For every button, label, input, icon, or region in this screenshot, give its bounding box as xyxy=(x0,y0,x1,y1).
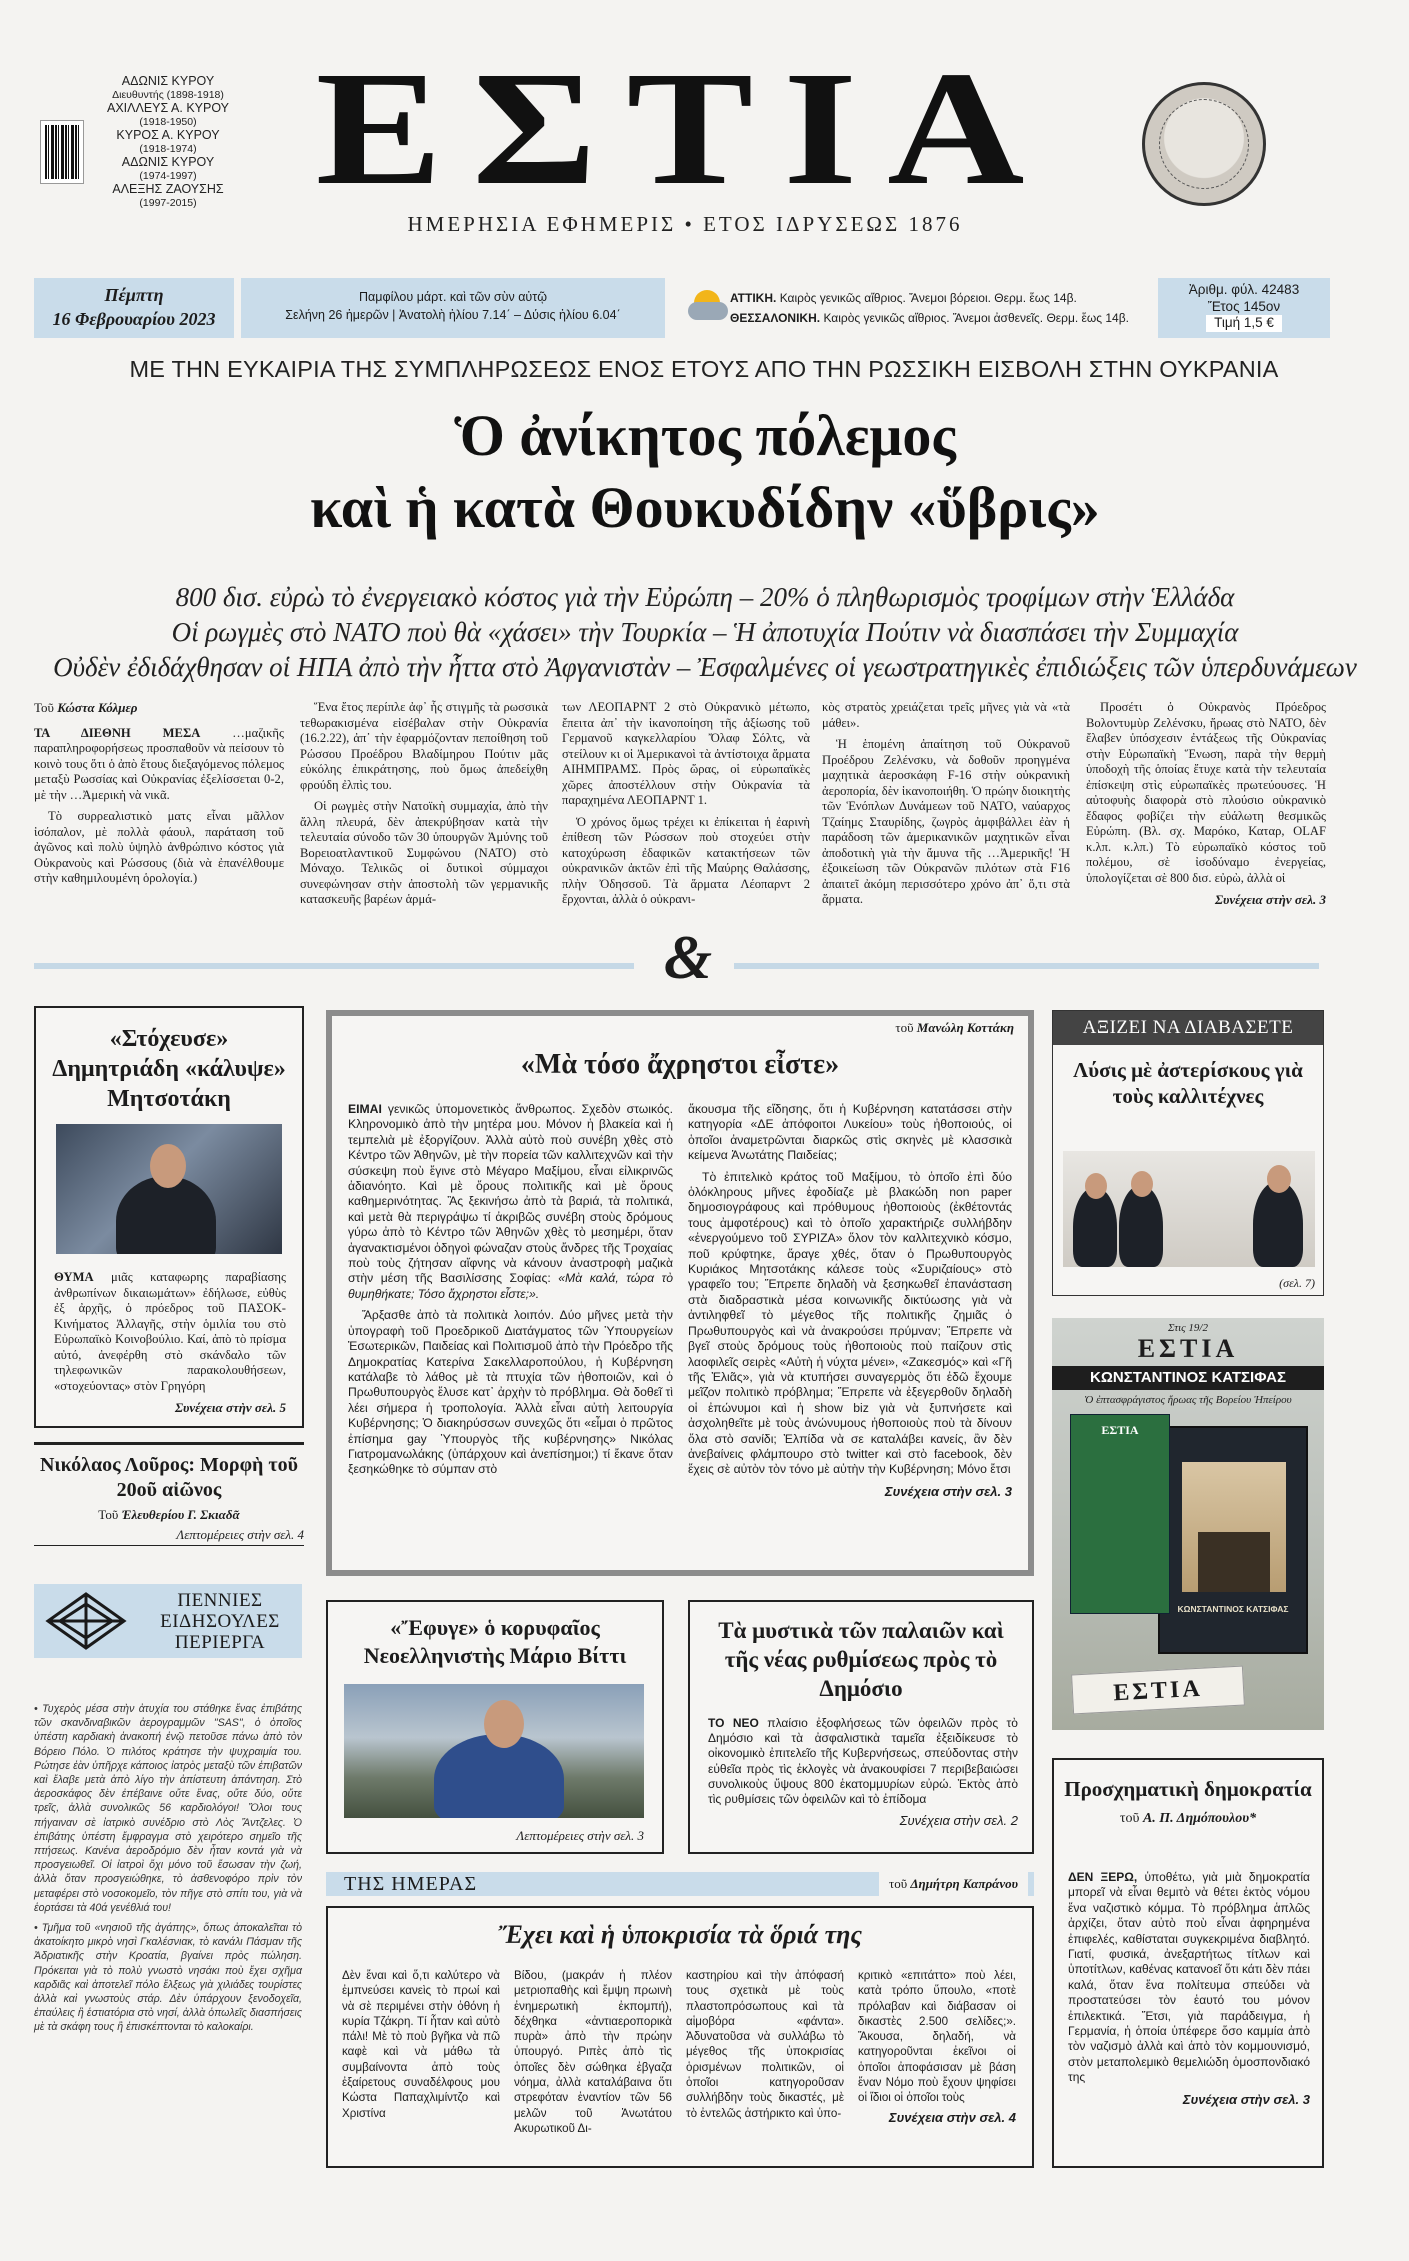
paragraph: Ὁ χρόνος ὅμως τρέχει κι ἐπίκειται ἡ ἐαρινὴ ἐπίθεση τῶν Ρώσσων ποὺ στοχεύει στὴν κατοχύρωση ἐδαφικῶν κατακτήσεων τῶν οὐκρανικῶν ἀκτῶν ἐπὶ τῆς Μαύρης Θαλάσσης, πλὴν Ὀδησσοῦ. Τὰ ἅρματα Λέοπαρντ 2 ἔρχονται, ἀλλὰ ὁ οὐκρανι- xyxy=(562,814,810,906)
story-title: Νικόλαος Λοῦρος: Μορφὴ τοῦ 20οῦ αἰῶνος xyxy=(39,1454,299,1501)
astro: Σελήνη 26 ἡμερῶν | Ἀνατολὴ ἡλίου 7.14΄ – Δύσις ἡλίου 6.04΄ xyxy=(285,308,621,322)
byline-prefix: Τοῦ xyxy=(98,1507,119,1522)
promo-subtitle: Ὁ ἐπτασφράγιστος ἥρωας τῆς Βορείου Ἠπείρου xyxy=(1084,1394,1292,1406)
column-body-right xyxy=(688,1102,1012,1499)
column-body: καστηρίου καὶ τὴν ἀπόφασή τους σχετικὰ μὲ τοὺς πλαστοπρόσωπους καὶ τὰ αἱμοβόρα «φάντα». Ἀδυνατοῦσα νὰ συλλάβω τὸ μέγεθος τῆς ὑποκρισίας ὁρισμένων πολιτικῶν, οἱ ὁποῖοι κατηγοροῦσαν συλλήβδην τοὺς δικαστές, μὲ τὸ ἐντελῶς ἀστήρικτο καὶ ὑπο- xyxy=(686,1969,844,2120)
weather-text: Καιρὸς γενικῶς αἴθριος. Ἄνεμοι βόρειοι. Θερμ. ἕως 14β. xyxy=(779,291,1077,305)
story-body xyxy=(1068,1870,1310,2107)
paragraph: Τυχερὸς μέσα στὴν ἀτυχία του στάθηκε ἕνας ἐπιβάτης τῶν σκανδιναβικῶν ἀερογραμμῶν "SAS", ὁ ὁποῖος ὑπέστη καρδιακὴ ἀνακοπή ἐνῷ πετοῦσε πάνω ἀπὸ τὸν Βόρειο Πόλο. Ὁ πιλότος κράτησε τὴν ψυχραιμία του. Ρώτησε ἐὰν ὑπῆρχε κάποιος ἰατρὸς μεταξὺ τῶν ἐπιβατῶν καὶ ἔλαβε μετὰ ἀπὸ λίγο τὴν ἀπίστευτη ἀπάντηση. Στὸ ἀεροσκάφος δὲν ἐπέβαινε οὔτε ἕνας, οὔτε δύο, οὔτε τρεῖς, ἀλλὰ συνολικῶς 56 καρδιολόγοι! Ὅλοι τους πήγαιναν σὲ ἰατρικὸ συνέδριο στὸ Λὸς Ἄντζελες. Ὁ ἐπιβάτης ὑπέστη ἔμφραγμα στὸ χειρότερο σημεῖο τῆς πτήσεως. Κανένα ἀεροδρόμιο δὲν ἦταν κοντά γιὰ νὰ προσγειωθεῖ. Οἱ ἰατροὶ ὄχι μόνο τοῦ ἔσωσαν τὴν ζωή, ἀλλὰ ὅταν προσγειώθηκε, τὸ ἀσθενοφόρο πρὶν τὸν μεταφέρει στὸ νοσοκομεῖο, τὸν πῆγε στὸ σπίτι του, γιὰ νὰ ἑορτάσει τὰ 40ά γενέθλιά του! xyxy=(34,1703,303,1914)
founder-name: ΑΔΩΝΙΣ ΚΥΡΟΥ xyxy=(121,74,215,88)
founder-name: ΑΔΩΝΙΣ ΚΥΡΟΥ xyxy=(121,155,215,169)
book-title: ΚΩΝΣΤΑΝΤΙΝΟΣ ΚΑΤΣΙΦΑΣ xyxy=(1177,1604,1289,1614)
byline-name: Δημήτρη Καπράνου xyxy=(910,1876,1018,1891)
pennies-title-line: ΕΙΔΗΣΟΥΛΕΣ xyxy=(160,1611,280,1632)
issue-number: Ἀριθμ. φύλ. 42483 xyxy=(1188,282,1300,297)
paragraph: πλαίσιο ἐξοφλήσεως τῶν ὀφειλῶν πρὸς τὸ Δημόσιο καὶ τὰ ἀσφαλιστικὰ ταμεῖα ἐξειδίκευσε τὸ οἰκονομικὸ ἐπιτελεῖο τῆς Κυβερνήσεως, σπεύδοντας στὴν εὐθεῖα πρὸς τὶς ἐκλογὲς νὰ ἀνακουφίσει 7 περιβεβαιώσει συνολικοὺς ὕψους 800 ἑκατομμυρίων εὐρώ. Ἐκτὸς ἀπὸ τὶς ρυθμίσεις τῶν ὀφειλῶν καὶ τὸ ἐπίδομα xyxy=(708,1716,1018,1807)
booklet-cover xyxy=(1070,1414,1170,1614)
story-body xyxy=(708,1716,1018,1828)
pennies-item: • Τμῆμα τοῦ «νησιοῦ τῆς ἀγάπης», ὅπως ἀποκαλεῖται τὸ ἀκατοίκητο μικρὸ νησὶ Γκαλέσνιακ, τὸ κανάλι Πάσμαν τῆς Ἀδριατικῆς στὴν Κροατία, βγαίνει πρὸς πώληση. Πρόκειται γιὰ τὸ πολὺ γνωστὸ νησάκι ποὺ ἔχει σχῆμα καρδιᾶς καὶ ἀποτελεῖ πόλο ἕλξεως γιὰ χιλιάδες τουρίστες ἀλλὰ καὶ γνωστοὺς στάρ. Δὲν ὑπάρχουν ξενοδοχεῖα, ἐπαύλεις ἢ ἑστιατόρια στὸ νησί, ἀλλὰ ὁπωλεῖς διασπήσεις μὲ τὰ σκάφη τους ἢ ἐπισκέπτονται τὸ καλοκαίρι. xyxy=(34,1922,302,2034)
paragraph: κριτικὸ «επιτάττο» ποὺ λέει, κατὰ τρόπο ὕπουλο, «ποτὲ πρόλαβαν καὶ διάβασαν οἱ δικαστὲς 2.500 σελίδες;». Ἄκουσα, δηλαδή, νὰ κατηγοροῦνται ἐκεῖνοι οἱ ὁποῖοι ἀποφάσισαν μὲ βάση ἕναν Νόμο ποὺ ἔχουν ψηφίσει οἱ ἴδιοι οἱ ὁποῖοι τοὺς xyxy=(858,1969,1016,2105)
ornament-icon xyxy=(42,1590,130,1652)
headline-line: καὶ ἡ κατὰ Θουκυδίδην «ὕβρις» xyxy=(310,475,1100,540)
promo-logo: ΕΣΤΙΑ xyxy=(1137,1334,1239,1363)
weather-region: ΘΕΣΣΑΛΟΝΙΚΗ. xyxy=(730,311,821,325)
lead-caps: ΤΟ ΝΕΟ xyxy=(708,1716,759,1730)
lead-column-3 xyxy=(562,700,810,914)
lead-byline xyxy=(34,700,284,716)
lead-column-4 xyxy=(822,700,1070,914)
continued-link[interactable]: Συνέχεια στὴν σελ. 5 xyxy=(175,1400,286,1415)
page-ref: (σελ. 7) xyxy=(1279,1276,1315,1290)
lead-column-1 xyxy=(34,700,284,893)
story-lourou[interactable] xyxy=(34,1442,304,1546)
meeting-photo xyxy=(1063,1151,1315,1267)
lead-kicker: ΜΕ ΤΗΝ ΕΥΚΑΙΡΙΑ ΤΗΣ ΣΥΜΠΛΗΡΩΣΕΩΣ ΕΝΟΣ ΕΤΟΥΣ ΑΠΟ ΤΗΝ ΡΩΣΣΙΚΗ ΕΙΣΒΟΛΗ ΣΤΗΝ ΟΥΚΡΑΝΙΑ xyxy=(129,356,1279,382)
paragraph: Ἡ ἑπομένη ἀπαίτηση τοῦ Οὐκρανοῦ Προέδρου Ζελένσκυ, νὰ δοθοῦν προηγμένα μαχητικὰ ἀεροσκάφη F-16 στὴν οὐκρανικὴ ἀεροπορία, δὲν ἱκανοποιήθη. Ὁ πρώην διοικητὴς τῶν Ἑνόπλων Δυνάμεων τοῦ ΝΑΤΟ, ναύαρχος Τζαίημς Σταυρίδης, ζωγρὸς ἀμφιβάλλει ἐὰν ἡ παράδοση τῶν ἀμερικανικῶν μαχητικῶν εἶναι ἀποδοτικὴ γιὰ τὴν ἄμυνα τῆς …Ἀμερικῆς! Ἡ ἐξοικείωση τῶν Οὐκρανῶν πιλότων στὰ F16 ἀπαιτεῖ ἀκόμη περισσότερο χρόνο ἀπ᾽ ὅ,τι στὰ ἅρματα. xyxy=(822,737,1070,906)
continued-link[interactable]: Συνέχεια στὴν σελ. 4 xyxy=(888,2109,1016,2125)
story-title: Προσχηματικὴ δημοκρατία xyxy=(1064,1777,1312,1801)
continued-link[interactable]: Λεπτομέρειες στὴν σελ. 3 xyxy=(516,1828,644,1843)
book-promo[interactable] xyxy=(1052,1318,1324,1730)
paragraph: …μαζικῆς παραπληροφορήσεως προσπαθοῦν νὰ πείσουν τὸ κοινὸ τους ὅτι ὁ ἀπὸ ἔτους διεξαγόμενος πόλεμος μεταξὺ Ρωσσίας καὶ Οὐκρανίας ἐξελίσσεται 0-2, μὲ τὴν …Ἀμερικὴ νὰ νικᾶ. xyxy=(34,725,284,802)
paragraph: Προσέτι ὁ Οὐκρανὸς Πρόεδρος Βολοντυμὺρ Ζελένσκυ, ἥρωας στὸ ΝΑΤΟ, δὲν ἔλαβεν ὑπόσχεσιν ἐντάξεως τῆς Οὐκρανίας στὴν Εὐρωπαϊκὴ Ἕνωση, παρὰ τὴν θερμὴ ὑποδοχὴ τῆς ὁποίας ἔτυχε κατὰ τὴν τελευταία ἐπίσκεψη στὶς εὐρωπαϊκὲς πρωτεύουσες. Ἡ αὐτοφυὴς διαφορὰ στὸ πλούσιο οὐκρανικὸ ἔδαφος φοβίζει τὴν εὐάλωτη θεσμικῶς Εὐρώπη. (Βλ. σχ. Μαρόκο, Καταρ, OLAF κ.λπ. κ.λπ.) Τὸ εὐρωπαϊκὸ κόστος τοῦ πολέμου, σὲ ἰσοδύναμο ἐνεργείας, ὑπολογίζεται σὲ 800 δισ. εὐρὼ, ἀλλὰ οἱ xyxy=(1086,700,1326,885)
saints: Παμφίλου μάρτ. καὶ τῶν σὺν αὐτῷ xyxy=(359,290,547,304)
column-body-left xyxy=(348,1102,673,1484)
deck-line: 800 δισ. εὐρὼ τὸ ἐνεργειακὸ κόστος γιὰ τὴν Εὐρώπη – 20% ὁ πληθωρισμὸς τροφίμων στὴν Ἑλλάδα xyxy=(175,582,1235,612)
byline-name: Α. Π. Δημόπουλου* xyxy=(1142,1811,1257,1826)
founder-name: ΚΥΡΟΣ Α. ΚΥΡΟΥ xyxy=(116,128,220,142)
paragraph: Ἄρξασθε ἀπὸ τὰ πολιτικὰ λοιπόν. Δύο μῆνες μετὰ τὴν ὑπογραφὴ τοῦ Προεδρικοῦ Διατάγματος τῶν Ὑπουργείων Ἐσωτερικῶν, Παιδείας καὶ Πολιτισμοῦ ἀπὸ τὴν Πρόεδρο τῆς Δημοκρατίας Κατερίνα Σακελλαροπούλου, ἡ Κυβέρνηση κατάλαβε τὸ λάθος μὲ τὰ πτυχία τῶν ἠθοποιῶν, καὶ ὁ Πρωθυπουργὸς ἔλυσε κατ᾽ ἀρχὴν τὸ πρόβλημα. Θὰ δοθεῖ τὶ λέει σήμερα ἡ τροπολογία. Ἀλλὰ εἶναι αὐτὴ λειτουργία Κυβέρνησης; Ὁ διακηρύσσων συνεχῶς ὅτι «εἶμαι ὁ πρῶτος ἐπίσημα gay Ὑπουργὸς τῆς κυβέρνησης» Νικόλας Γιατρομανωλάκης (ὑπάρχουν καὶ ἀνεπίσημοι;) τί ἔκανε ὅταν ξεσηκώθηκε τὸ σύμπαν στὸ xyxy=(348,1308,673,1477)
story-box-prosximatiki[interactable] xyxy=(1052,1758,1324,2168)
lead-column-5 xyxy=(1086,700,1326,908)
paragraph: Τμῆμα τοῦ «νησιοῦ τῆς ἀγάπης», ὅπως ἀποκαλεῖται τὸ ἀκατοίκητο μικρὸ νησὶ Γκαλέσνιακ, τὸ κανάλι Πάσμαν τῆς Ἀδριατικῆς στὴν Κροατία, βγαίνει πρὸς πώληση. Πρόκειται γιὰ τὸ πολὺ γνωστὸ νησάκι ποὺ ἔχει σχῆμα καρδιᾶς καὶ ἀποτελεῖ πόλο ἕλξεως γιὰ χιλιάδες τουρίστες ἀλλὰ καὶ γνωστοὺς στάρ. Δὲν ὑπάρχουν ξενοδοχεῖα, ἐπαύλεις ἢ ἑστιατόρια στὸ νησί, ἀλλὰ ὁπωλεῖς διασπήσεις μὲ τὰ σκάφη τους ἢ ἐπισκέπτονται τὸ καλοκαίρι. xyxy=(34,1922,302,2034)
paragraph: των ΛΕΟΠΑΡΝΤ 2 στὸ Οὐκρανικὸ μέτωπο, ἔπειτα ἀπ᾽ τὴν ἱκανοποίηση τῆς ἀξίωσης τοῦ Γερμανοῦ καγκελλαρίου Ὄλαφ Σόλτς, νὰ στείλουν κι οἱ Ἀμερικανοὶ τὰ ἀντίστοιχα ἅρματα ΑΙΗΜΠΡΑΜΣ. Πρὸς ὥρας, οἱ εὐρωπαϊκὲς χῶρες ἀποστέλλουν στὴν Οὐκρανία τὰ παραχημένα ΛΕΟΠΑΡΝΤ 1. xyxy=(562,700,810,807)
story-box-vitti[interactable] xyxy=(326,1600,664,1854)
ampersand-ornament: & xyxy=(663,924,713,992)
continued-link[interactable]: Λεπτομέρειες στὴν σελ. 4 xyxy=(176,1527,304,1542)
continued-link[interactable]: Συνέχεια στὴν σελ. 3 xyxy=(884,1483,1012,1499)
headline-line: Ὁ ἀνίκητος πόλεμος xyxy=(454,403,956,468)
story-title: Τὰ μυστικὰ τῶν παλαιῶν καὶ τῆς νέας ρυθμίσεως πρὸς τὸ Δημόσιο xyxy=(718,1618,1004,1701)
continued-link[interactable]: Συνέχεια στὴν σελ. 3 xyxy=(1215,892,1326,907)
story-box-dimitriadis[interactable] xyxy=(34,1006,304,1428)
column-body: Βίδου, (μακράν ἡ πλέον μετριοπαθὴς καὶ ἔμψη πρωινὴ ἐνημερωτικὴ ἐκπομπή), δέχθηκα «ἀντιαεροπορικὰ πυρὰ» ἀπὸ τὴν πρώην ὑπουργό. Ριπὲς ἀπὸ τὶς ὁποῖες δὲν σώθηκα ἐβγαζα νόημα, ἀλλὰ καταλάβαινα ὅτι στρεφόταν ἐναντίον τῶν 56 μελῶν τοῦ Ἀνωτάτου Ακυρωτικοῦ Δι- xyxy=(514,1969,672,2135)
paragraph: Τὸ ἐπιτελικὸ κράτος τοῦ Μαξίμου, τὸ ὁποῖο ἐπὶ δύο ὁλόκληρους μῆνες ἐφοδίαζε μὲ βλακώδη non paper δημοσιογράφους καὶ πρόθυμους ἠθοποιοὺς (ἐκθέτοντάς τους ἀμφοτέρους) καὶ τὸ ὁποῖο χαρακτήριζε συλλήβδην «ἐνεργούμενο τοῦ ΣΥΡΙΖΑ» ὅλον τὸν καλλιτεχνικὸ κόσμο, ποῦ κρύφτηκε, ἄραγε χθές, ὅταν ὁ Πρωθυπουργὸς Κυριάκος Μητσοτάκης κάλεσε τοὺς «Συριζαίους» στὸ γραφεῖο του; Ἔπρεπε δηλαδὴ νὰ ξεσηκωθεῖ ἐπανάσταση στὰ διαδραστικὰ μέσα κοινωνικῆς δικτύωσης γιὰ νὰ ἀντιληφθεῖ τὸ μέγεθος τῆς πολιτικῆς ζημιᾶς ὁ Πρωθυπουργὸς καὶ νὰ ἀνακρούσει πρύμναν; Ἔπρεπε νὰ βγεῖ στοὺς δρόμους τοὺς ἠθοποιοὺς ποὺ παίζουν στὶς λαοφιλεῖς σειρὲς «Αὐτὴ ἡ νύχτα μένει», «Ζακεσμός» καὶ «Γῆ τῆς Ἐλιᾶς», γιὰ νὰ κτυπήσει συναγερμὸς ὅτι ἐδῶ ἔχουμε μεῖζον πολιτικὸ πρόβλημα; Ἔπρεπε νὰ ἐξεγερθοῦν δηλαδὴ οἱ ἐπώνυμοι καὶ ἡ show biz γιὰ νὰ ξυπνήσετε καὶ ἀσχοληθεῖτε μὲ τοὺς ἀνώνυμους ἠθοποιοὺς ποὺ τὰ δίνουν ὅλα στὸ σανίδι; Ἐλπίδα νὰ σε καταλάβει κανείς, ἂν δὲν ἀνεβαίνεις φλάμπουρο στὸ twitter καὶ στὸ facebook, δὲν ἔχεις σὲ αὐτὸν τὸν τόνο μὲ αὐτὴν τὴν Κυβέρνηση; Μόνο ἔτσι xyxy=(688,1169,1012,1477)
byline-name: Κώστα Κόλμερ xyxy=(57,700,138,715)
deck-line: Οἱ ρωγμὲς στὸ ΝΑΤΟ ποὺ θὰ «χάσει» τὴν Τουρκία – Ἡ ἀποτυχία Πούτιν νὰ διασπάσει τὴν Συμμαχία xyxy=(171,617,1239,647)
story-title: «Στόχευσε» Δημητριάδη «κάλυψε» Μητσοτάκη xyxy=(52,1026,286,1112)
founder-years: (1974-1997) xyxy=(139,170,197,182)
coin-seal-icon xyxy=(1142,82,1266,206)
story-title: «Ἔφυγε» ὁ κορυφαῖος Νεοελληνιστὴς Μάριο Βίττι xyxy=(363,1615,627,1668)
lead-caps: ΘΥΜΑ xyxy=(54,1270,94,1284)
paragraph: ἄκουσμα τῆς εἴδησης, ὅτι ἡ Κυβέρνηση κατατάσσει στὴν κατηγορία «ΔΕ ἀπόφοιτοι Λυκείου» τοὺς ἠθοποιούς, οἱ ὁποῖοι ἀναμετρῶνται διαρκῶς στὶς σκηνὲς μὲ κλασσικὰ κείμενα Ἀνωτάτης Παιδείας; xyxy=(688,1102,1012,1163)
lead-caps: ΤΑ ΔΙΕΘΝΗ ΜΕΣΑ xyxy=(34,725,201,740)
byline-prefix: τοῦ xyxy=(1119,1811,1140,1826)
column-kottakis-box[interactable] xyxy=(326,1010,1034,1576)
deck-line: Οὐδὲν ἐδιδάχθησαν οἱ ΗΠΑ ἀπὸ τὴν ἧττα στὸ Ἀφγανιστὰν – Ἐσφαλμένες οἱ γεωστρατηγικὲς ἐπιδιώξεις τῶν ὑπερδυνάμεων xyxy=(53,652,1357,682)
pennies-header xyxy=(34,1584,302,1658)
founder-years: (1918-1974) xyxy=(139,143,197,155)
weather-sun-cloud-icon xyxy=(688,290,726,320)
issue-year: Ἔτος 145ον xyxy=(1207,298,1281,314)
lead-decks xyxy=(40,580,1370,685)
booklet-logo: ΕΣΤΙΑ xyxy=(1101,1423,1139,1437)
lead-caps: ΕΙΜΑΙ xyxy=(348,1102,382,1116)
pennies-title-line: ΠΕΡΙΕΡΓΑ xyxy=(174,1632,266,1653)
paragraph: γενικῶς ὑπομονετικὸς ἄνθρωπος. Σχεδὸν στωικός. Κληρονομικὸ ἀπὸ τὴν μητέρα μου. Μόνον ἡ βλακεία καὶ ἡ τεμπελιὰ μὲ ἐξοργίζουν. Ἀλλὰ αὐτὸ ποὺ συνέβη χθὲς στὸ Κέντρο τῶν Ἀθηνῶν, μὲ τὴν πορεία τῶν καλλιτεχνῶν καὶ τὴν σύσκεψη ποὺ ἔγινε στὸ Μέγαρο Μαξίμου, εἶναι εἰλικρινῶς ἀδιανόητο. Καὶ μὲ ὅρους πολιτικῆς καὶ μὲ ὅρους καθημερινότητας. Ἂς ξεκινήσω ἀπὸ τὰ βαριά, τὰ πολιτικά, καὶ μετὰ θὰ περιγράψω τί ἀκριβῶς συνέβη στοὺς δρόμους γύρω ἀπὸ τὸ Κέντρο τῶν Ἀθηνῶν χθὲς τὸ μεσημέρι, ὅταν ἀγανακτισμένοι ὁδηγοὶ φώναζαν στοὺς ἄνδρες τῆς Τροχαίας ποὺ τοὺς ζήτησαν αἴφνης νὰ κάνουν ἀναστροφὴ μαζικὰ στὴν μέση τῆς Βασιλίσσης Σοφίας: xyxy=(348,1102,673,1286)
column-title: «Μὰ τόσο ἄχρηστοι εἶστε» xyxy=(520,1049,840,1080)
founder-years: (1918-1950) xyxy=(139,116,197,128)
continued-link[interactable]: Συνέχεια στὴν σελ. 2 xyxy=(899,1813,1018,1829)
quote: «Μὰ καλά, τώρα τὸ θυμηθήκατε; Τόσο ἄχρηστοι εἶστε;». xyxy=(348,1271,673,1301)
paragraph: μιᾶς καταφωρης παραβίασης ἀνθρωπίνων δικαιωμάτων» ἐδήλωσε, εὐθὺς ἐξ ἀρχῆς, ὁ πρόεδρος τοῦ ΠΑΣΟΚ-Κινήματος Ἀλλαγῆς, στὴν ὁμιλία του στὸ Εὐρωπαϊκὸ Κοινοβούλιο. Καί, ἀπὸ τὸ πρίσμα αὐτό, ἀνεφέρθη στὸ σκάνδαλο τῶν τηλεφωνικῶν παρακολουθήσεων, «στοχεύοντας» στὸν Γρηγόρη xyxy=(54,1270,286,1393)
story-title: Λύσις μὲ ἀστερίσκους γιὰ τοὺς καλλιτέχνες xyxy=(1073,1058,1303,1108)
paragraph: Τὸ συρρεαλιστικὸ ματς εἶναι μᾶλλον ἰσόπαλον, μὲ πολλὰ φάουλ, παράταση τοῦ ἀγῶνος καὶ πολὺ ὑψηλὸ ἀνθρώπινο κόστος γιὰ Οὐκρανοὺς καὶ Ρώσσους (διὰ νὰ ἐπανέλθουμε στὴν καθημιλουμένη ὁρολογία.) xyxy=(34,809,284,885)
pennies-item: • Τυχερὸς μέσα στὴν ἀτυχία του στάθηκε ἕνας ἐπιβάτης τῶν σκανδιναβικῶν ἀερογραμμῶν "SAS", ὁ ὁποῖος ὑπέστη καρδιακὴ ἀνακοπή ἐνῷ πετοῦσε πάνω ἀπὸ τὸν Βόρειο Πόλο. Ὁ πιλότος κράτησε τὴν ψυχραιμία του. Ρώτησε ἐὰν ὑπῆρχε κάποιος ἰατρὸς μεταξὺ τῶν ἐπιβατῶν καὶ ἔλαβε μετὰ ἀπὸ λίγο τὴν ἀπίστευτη ἀπάντηση. Στὸ ἀεροσκάφος δὲν ἐπέβαινε οὔτε ἕνας, οὔτε δύο, οὔτε τρεῖς, ἀλλὰ συνολικῶς 56 καρδιολόγοι! Ὅλοι τους πήγαιναν σὲ ἰατρικὸ συνέδριο στὸ Λὸς Ἄντζελες. Ὁ ἐπιβάτης ὑπέστη ἔμφραγμα στὸ χειρότερο σημεῖο τῆς πτήσεως. Κανένα ἀεροδρόμιο δὲν ἦταν κοντά γιὰ νὰ προσγειωθεῖ. Οἱ ἰατροὶ ὄχι μόνο τοῦ ἔσωσαν τὴν ζωή, ἀλλὰ ὅταν προσγειώθηκε, τὸ ἀσθενοφόρο πρὶν τὸν μεταφέρει στὸ νοσοκομεῖο, τὸν πῆγε στὸ σπίτι του, γιὰ νὰ ἑορτάσει τὰ 40ά γενέθλιά του! xyxy=(34,1703,303,1914)
issue-box xyxy=(1158,278,1330,338)
must-read-box[interactable] xyxy=(1052,1010,1324,1296)
lead-caps: ΔΕΝ ΞΕΡΩ, xyxy=(1068,1870,1138,1884)
byline-prefix: τοῦ xyxy=(895,1020,914,1035)
newspaper-logo: ΕΣΤΙΑ xyxy=(315,38,1055,220)
byline-prefix: Τοῦ xyxy=(34,700,54,715)
section-tag: ΤΗΣ ΗΜΕΡΑΣ xyxy=(334,1872,487,1896)
astro-box xyxy=(241,278,665,338)
promo-date: Στις 19/2 xyxy=(1168,1322,1208,1334)
founder-years: (1997-2015) xyxy=(139,197,197,209)
story-body xyxy=(54,1270,286,1416)
paragraph: κὸς στρατὸς χρειάζεται τρεῖς μῆνες γιὰ νὰ «τὰ μάθει». xyxy=(822,700,1070,730)
story-box-rythmiseis[interactable] xyxy=(688,1600,1034,1854)
masthead-subtitle: ΗΜΕΡΗΣΙΑ ΕΦΗΜΕΡΙΣ • ΕΤΟΣ ΙΔΡΥΣΕΩΣ 1876 xyxy=(407,212,963,236)
paragraph: Οἱ ρωγμὲς στὴν Νατοϊκὴ συμμαχία, ἀπὸ τὴν ἄλλη πλευρά, δὲν ἀπεκρύβησαν κατὰ τὴν τελευταία σύνοδο τῶν 30 ὑπουργῶν Ἀμύνης τοῦ Βορειοατλαντικοῦ Συμφώνου (ΝΑΤΟ) στὸ Μόναχο. Τελικῶς οἱ δυτικοὶ σύμμαχοι συνεφώνησαν στὴν ἀποστολὴ τῶν γερμανικῆς κατασκευῆς βαρέων ἁρμά- xyxy=(300,799,548,906)
pennies-title-line: ΠΕΝΝΙΕΣ xyxy=(177,1590,263,1611)
continued-link[interactable]: Συνέχεια στὴν σελ. 3 xyxy=(1182,2091,1310,2107)
paragraph: Ἕνα ἔτος περίπλε ἀφ᾽ ἧς στιγμῆς τὰ ρωσσικὰ τεθωρακισμένα εἰσέβαλαν στὴν Οὐκρανία (16.2.22), ἀπ᾽ τὴν ἐφαρμόζονταν πεποίθηση τοῦ Ρώσσου Προέδρου Βλαδίμηρου Πούτιν μᾶς εὐκόλης ἐπικράτησης, ποὺ ὅμως ἀπεδείχθη φρούδη ἐλπὶς του. xyxy=(300,700,548,792)
price: Τιμή 1,5 € xyxy=(1206,315,1282,332)
promo-title: ΚΩΝΣΤΑΝΤΙΝΟΣ ΚΑΤΣΙΦΑΣ xyxy=(1052,1366,1324,1390)
byline-prefix: τοῦ xyxy=(888,1876,908,1891)
byline-name: Μανώλη Κοττάκη xyxy=(916,1020,1014,1035)
column-body xyxy=(858,1968,1016,2125)
must-read-tag: ΑΞΙΖΕΙ ΝΑ ΔΙΑΒΑΣΕΤΕ xyxy=(1053,1011,1323,1045)
date: 16 Φεβρουαρίου 2023 xyxy=(52,309,216,329)
founder-name: ΑΧΙΛΛΕΥΣ Α. ΚΥΡΟΥ xyxy=(107,101,229,115)
info-bar xyxy=(34,278,1330,338)
lead-column-2 xyxy=(300,700,548,914)
founder-name: ΑΛΕΞΗΣ ΖΑΟΥΣΗΣ xyxy=(112,182,224,196)
newspaper-fold-logo: ΕΣΤΙΑ xyxy=(1071,1666,1245,1715)
paragraph: ὑποθέτω, γιὰ μιὰ δημοκρατία μπορεῖ νὰ εἶναι θεμιτὸ νὰ θέτει ἐκτὸς νόμου ἕνα ναζιστικὸ κόμμα. Τὸ πρόβλημα ἁπλῶς ἀρχίζει, ὅταν αὐτὸ ποὺ εἶναι ἀφηρημένα ἐπιφελές, καθίσταται συγκεκριμένα διαβλητό. Γιατί, φυσικά, ἀνεξαρτήτως τίτλων καὶ ὑποτίτλων, καθένας κατανοεῖ ὅτι κάτι δὲν πάει καλά, ὅταν ἕνα πολίτευμα σπεύδει νὰ προστατεύσει τὸν ἑαυτό του μόνον ἐπιλεκτικά. Ἔτσι, γιὰ παράδειγμα, ἡ Γερμανία, ἡ ὁποία ὑπέφερε ὅσο καμμία ἀπὸ τὸν ναζισμὸ ἀλλὰ καὶ ἀπὸ τὸν κομμουνισμό, στὸν μεταπολεμικὸ θεμελιώδη ὁμοσπονδιακό της xyxy=(1068,1870,1310,2085)
column-kapranos-box[interactable] xyxy=(326,1906,1034,2168)
pennies-body xyxy=(34,1702,302,2041)
column-byline xyxy=(895,1020,1014,1036)
date-box xyxy=(34,278,234,338)
founders-list xyxy=(88,74,248,209)
story-byline xyxy=(1054,1811,1322,1827)
weather-box xyxy=(672,278,1184,338)
weather-text: Καιρὸς γενικῶς αἴθριος. Ἄνεμοι ἀσθενεῖς. Θερμ. ἕως 14β. xyxy=(823,311,1129,325)
column-body: Δὲν ἔναι καὶ ὅ,τι καλύτερο νὰ ἐμπνεύσει κανεὶς τὸ πρωί καὶ νὰ σὲ περιμένει στὴν ὀθόνη ἡ κυρία Τζάκρη. Τί ἦταν καὶ αὐτὸ πάλι! Μὲ τὸ ποὺ βγῆκα νὰ πῶ καφὲ καὶ νὰ μάθω τὰ συμβαίνοντα ἀπὸ τοὺς ἐξαίρετους συναδέλφους μου Κώστα Παπαχλιμίντζο καὶ Χριστίνα xyxy=(342,1969,500,2120)
politician-photo xyxy=(56,1124,282,1254)
barcode xyxy=(40,120,84,184)
lead-headline[interactable] xyxy=(100,400,1310,544)
tis-imeras-header xyxy=(326,1872,1034,1896)
book-cover xyxy=(1158,1426,1308,1654)
weather-region: ΑΤΤΙΚΗ. xyxy=(730,291,777,305)
column-title: Ἔχει καὶ ἡ ὑποκρισία τὰ ὅριά της xyxy=(498,1920,862,1949)
vitti-photo xyxy=(344,1684,644,1818)
byline-name: Ἐλευθερίου Γ. Σκιαδᾶ xyxy=(121,1507,240,1522)
story-byline xyxy=(34,1507,304,1523)
day: Πέμπτη xyxy=(104,285,164,305)
founder-years: Διευθυντής (1898-1918) xyxy=(112,89,224,101)
column-byline xyxy=(879,1872,1028,1896)
